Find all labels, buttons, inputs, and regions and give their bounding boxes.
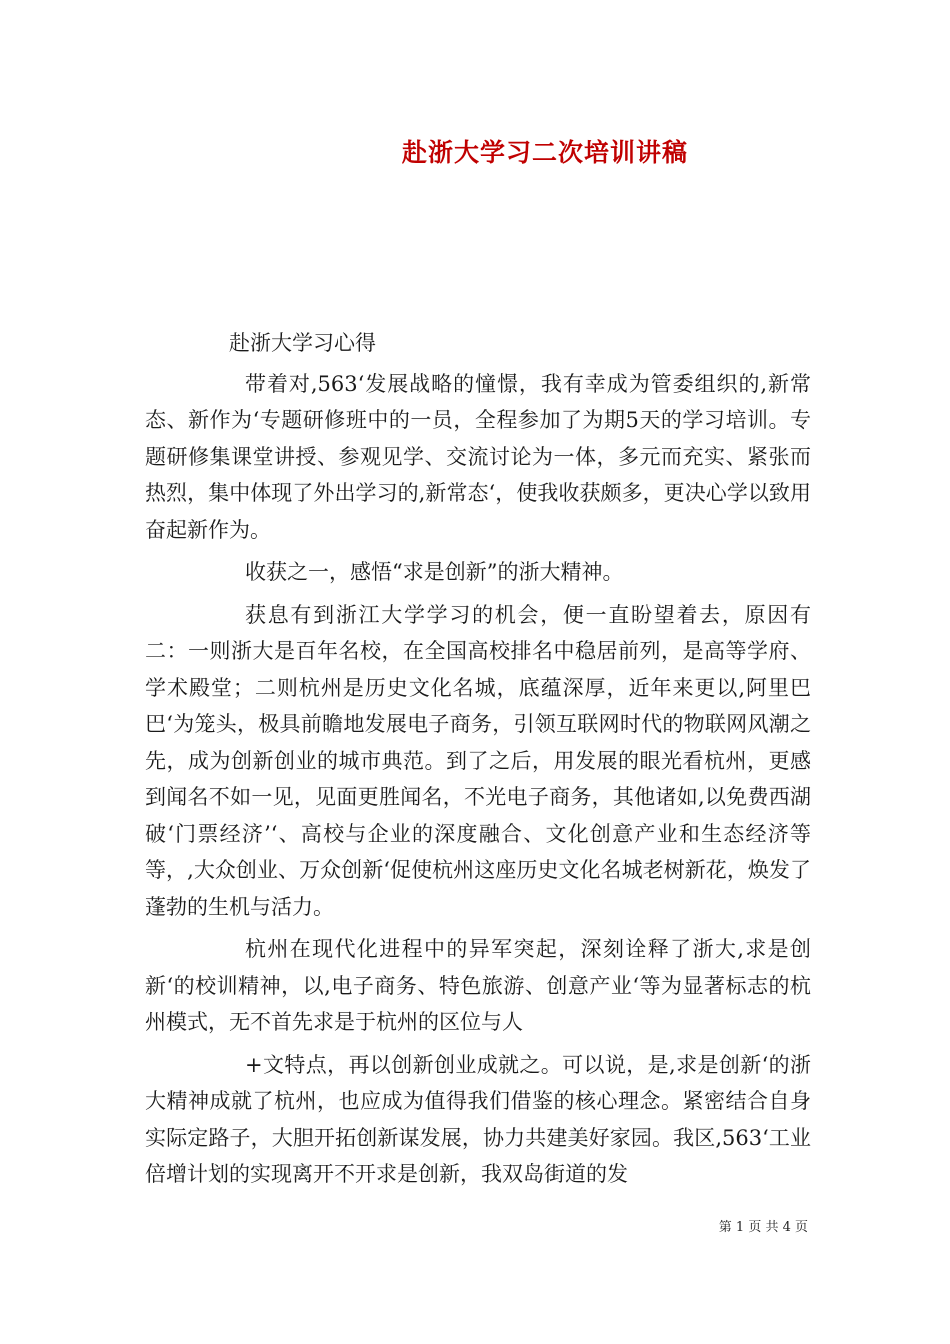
paragraph-3: 获息有到浙江大学学习的机会，便一直盼望着去，原因有二：一则浙大是百年名校，在全国高校排名中稳居前列，是高等学府、学术殿堂；二则杭州是历史文化名城，底蕴深厚，近年来更以,阿里巴巴‘为笼头，极具前瞻地发展电子商务，引领互联网时代的物联网风潮之先，成为创新创业的城市典范。到了之后，用发展的眼光看杭州，更感到闻名不如一见，见面更胜闻名，不光电子商务，其他诸如,以免费西湖破‘门票经济’‘、高校与企业的深度融合、文化创意产业和生态经济等等，,大众创业、万众创新‘促使杭州这座历史文化名城老树新花，焕发了蓬勃的生机与活力。 xyxy=(145,602,811,919)
paragraph-4: 杭州在现代化进程中的异军突起，深刻诠释了浙大,求是创新‘的校训精神，以,电子商务、特色旅游、创意产业‘等为显著标志的杭州模式，无不首先求是于杭州的区位与人 xyxy=(145,937,811,1034)
document-body xyxy=(145,325,811,1193)
section-heading: 赴浙大学习心得 xyxy=(229,331,376,355)
page-footer: 第 1 页 共 4 页 xyxy=(718,1220,808,1235)
document-title: 赴浙大学习二次培训讲稿 xyxy=(401,138,688,167)
paragraph-5: +文特点，再以创新创业成就之。可以说，是,求是创新‘的浙大精神成就了杭州，也应成为值得我们借鉴的核心理念。紧密结合自身实际定路子，大胆开拓创新谋发展，协力共建美好家园。我区,563‘工业倍增计划的实现离开不开求是创新，我双岛街道的发 xyxy=(145,1052,811,1186)
paragraph-2: 收获之一，感悟“求是创新”的浙大精神。 xyxy=(245,560,624,584)
paragraph-1: 带着对,563‘发展战略的憧憬，我有幸成为管委组织的,新常态、新作为‘专题研修班中的一员，全程参加了为期5天的学习培训。专题研修集课堂讲授、参观见学、交流讨论为一体，多元而充实、紧张而热烈，集中体现了外出学习的,新常态‘，使我收获颇多，更决心学以致用奋起新作为。 xyxy=(145,371,811,542)
